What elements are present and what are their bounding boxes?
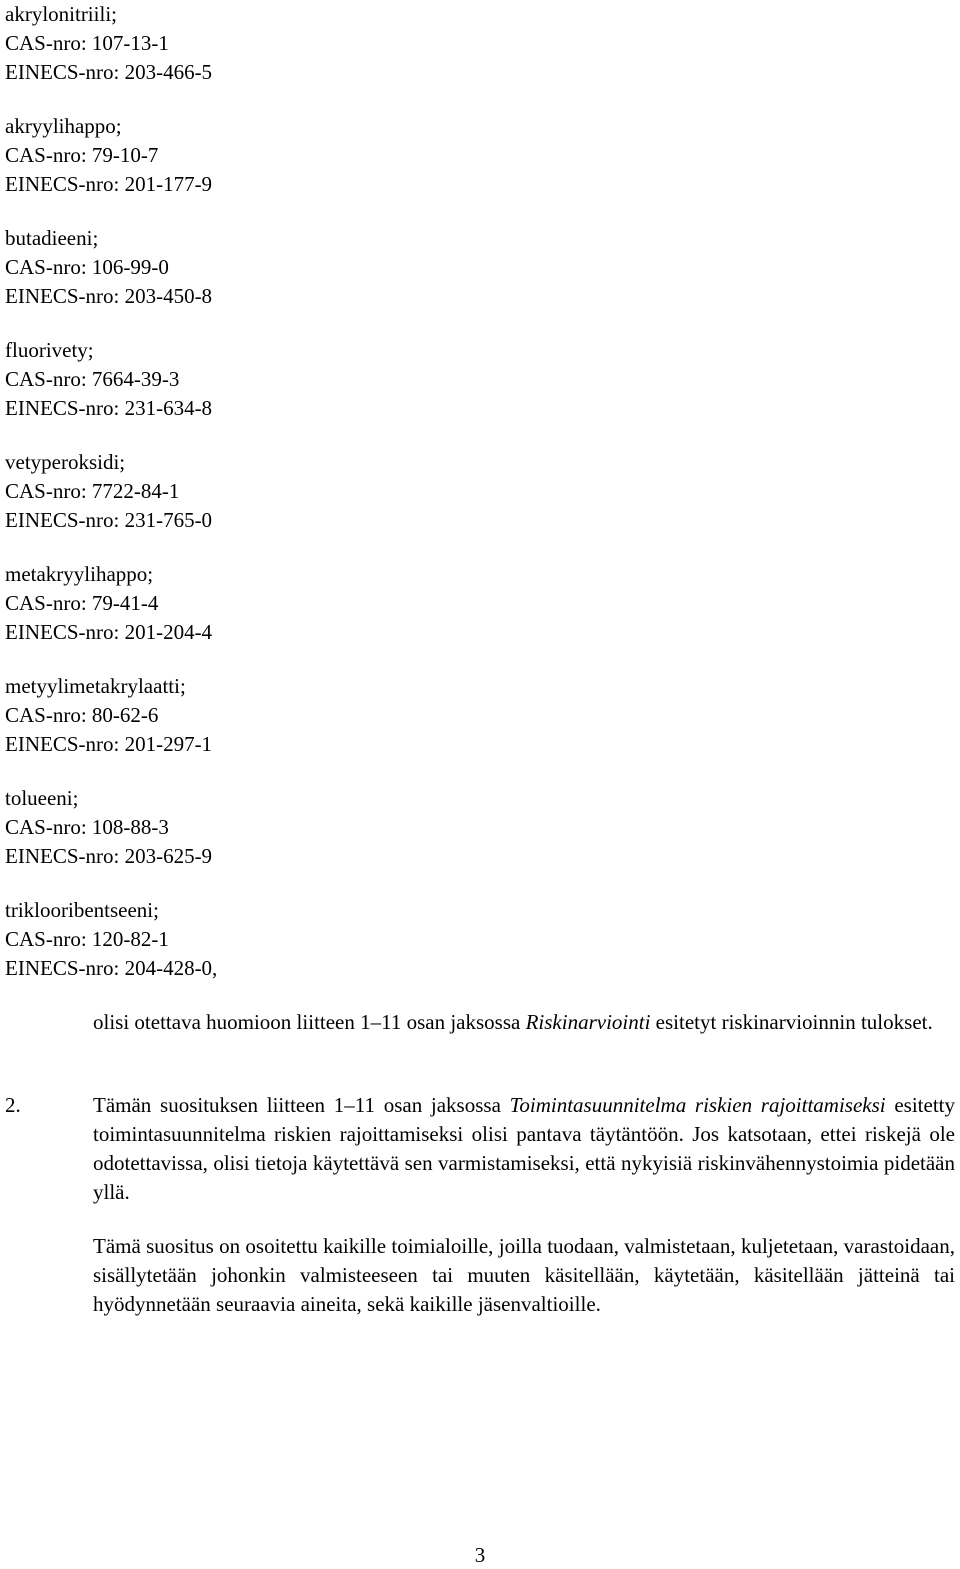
- substance-entry: [5, 0, 505, 112]
- substance-name: fluorivety;: [5, 338, 94, 362]
- cas-number: CAS-nro: 79-41-4: [5, 591, 159, 615]
- page-number: 3: [474, 1543, 486, 1567]
- paragraph2-text-after: esitetty toimintasuunnitelma riskien rajoittamiseksi olisi pantava täytäntöön. Jos katsotaan, ettei riskejä ole odotettavissa, olisi tietoja käytettävä sen varmistamiseksi, että nykyisiä riskinvähennystoimia pidetään yllä.: [93, 1093, 955, 1204]
- paragraph2-italic-term: Toimintasuunnitelma riskien rajoittamiseksi: [509, 1093, 886, 1117]
- cas-number: CAS-nro: 7664-39-3: [5, 367, 180, 391]
- substance-name: metyylimetakrylaatti;: [5, 674, 186, 698]
- paragraph1-text-after: esitetyt riskinarvioinnin tulokset.: [650, 1010, 933, 1034]
- cas-number: CAS-nro: 108-88-3: [5, 815, 169, 839]
- einecs-number: EINECS-nro: 204-428-0,: [5, 956, 218, 980]
- action-plan-paragraph: [93, 1091, 955, 1207]
- einecs-number: EINECS-nro: 203-450-8: [5, 284, 213, 308]
- einecs-number: EINECS-nro: 203-466-5: [5, 60, 213, 84]
- cas-number: CAS-nro: 7722-84-1: [5, 479, 180, 503]
- einecs-number: EINECS-nro: 231-765-0: [5, 508, 213, 532]
- einecs-number: EINECS-nro: 231-634-8: [5, 396, 213, 420]
- substance-name: metakryylihappo;: [5, 562, 154, 586]
- addressees-paragraph: Tämä suositus on osoitettu kaikille toimialoille, joilla tuodaan, valmistetaan, kuljetetaan, varastoidaan, sisällytetään johonkin valmisteeseen tai muuten käsitellään, käytetään, käsitellään jätteinä tai hyödynnetään seuraavia aineita, sekä kaikille jäsenvaltioille.: [93, 1234, 955, 1316]
- substance-entry: [5, 672, 505, 784]
- paragraph1-italic-term: Riskinarviointi: [525, 1010, 651, 1034]
- cas-number: CAS-nro: 106-99-0: [5, 255, 169, 279]
- paragraph-number: 2.: [5, 1093, 21, 1117]
- substance-entry: [5, 560, 505, 672]
- einecs-number: EINECS-nro: 201-204-4: [5, 620, 213, 644]
- substance-name: vetyperoksidi;: [5, 450, 126, 474]
- cas-number: CAS-nro: 107-13-1: [5, 31, 169, 55]
- substance-entry: [5, 896, 505, 1008]
- paragraph2-text-before: Tämän suosituksen liitteen 1–11 osan jaksossa: [93, 1093, 510, 1117]
- substance-entry: [5, 336, 505, 448]
- substance-entry: [5, 224, 505, 336]
- paragraph1-text-before: olisi otettava huomioon liitteen 1–11 osan jaksossa: [93, 1010, 526, 1034]
- substance-list: [5, 0, 505, 1008]
- substance-name: akrylonitriili;: [5, 2, 117, 26]
- cas-number: CAS-nro: 80-62-6: [5, 703, 159, 727]
- cas-number: CAS-nro: 79-10-7: [5, 143, 159, 167]
- substance-entry: [5, 448, 505, 560]
- substance-name: butadieeni;: [5, 226, 99, 250]
- substance-name: akryylihappo;: [5, 114, 122, 138]
- einecs-number: EINECS-nro: 201-177-9: [5, 172, 213, 196]
- substance-entry: [5, 112, 505, 224]
- einecs-number: EINECS-nro: 201-297-1: [5, 732, 213, 756]
- cas-number: CAS-nro: 120-82-1: [5, 927, 169, 951]
- risk-assessment-paragraph: [93, 1008, 955, 1037]
- substance-entry: [5, 784, 505, 896]
- einecs-number: EINECS-nro: 203-625-9: [5, 844, 213, 868]
- substance-name: triklooribentseeni;: [5, 898, 159, 922]
- substance-name: tolueeni;: [5, 786, 79, 810]
